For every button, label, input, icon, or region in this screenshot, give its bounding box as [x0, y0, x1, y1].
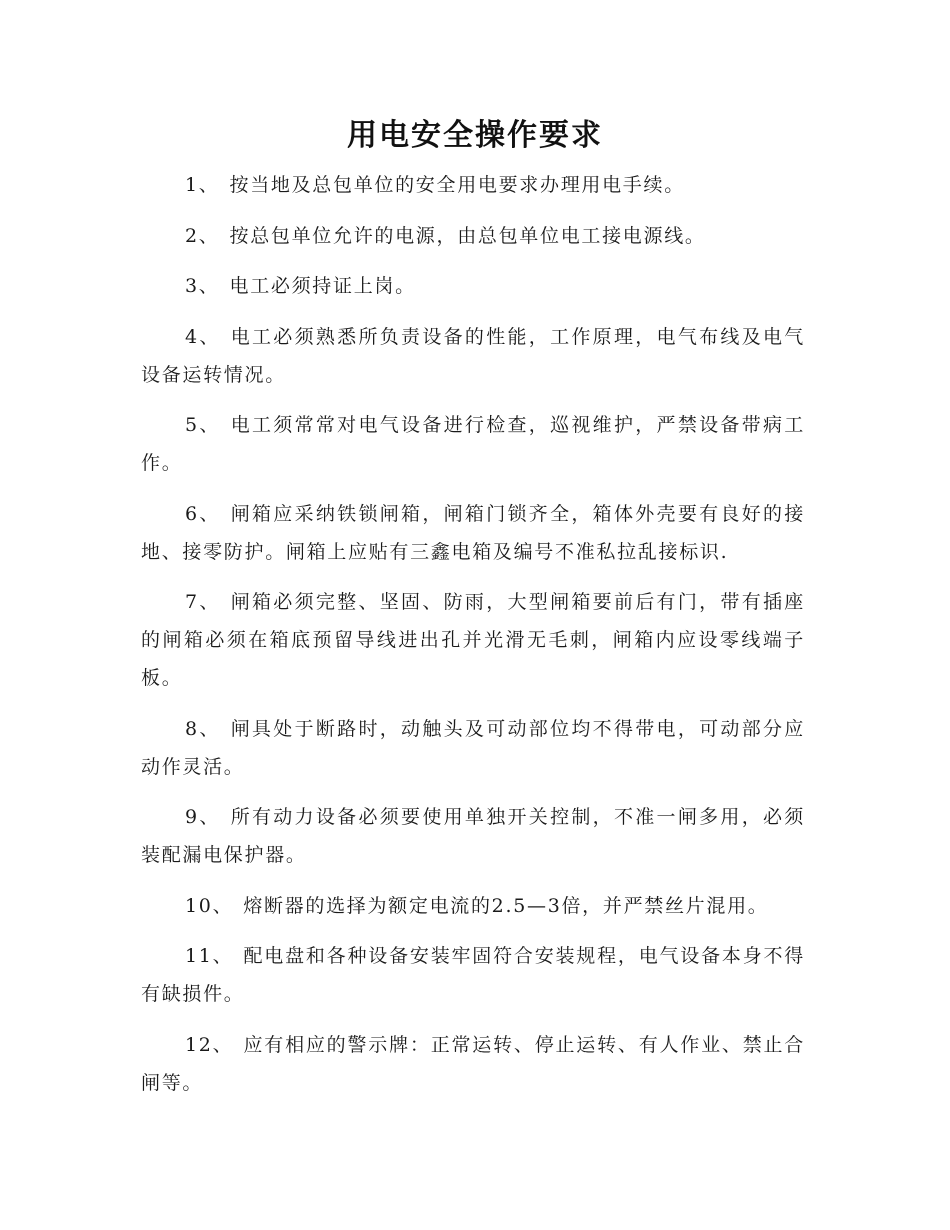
item-text: 所有动力设备必须要使用单独开关控制，不准一闸多用，必须装配漏电保护器。 [141, 806, 805, 866]
list-item [141, 887, 805, 925]
list-item [141, 1026, 805, 1102]
list-item [141, 318, 805, 394]
item-number: 7、 [185, 591, 221, 613]
list-item [141, 217, 805, 255]
item-number: 2、 [185, 224, 220, 247]
item-text: 闸箱应采纳铁锁闸箱，闸箱门锁齐全，箱体外壳要有良好的接地、接零防护。闸箱上应贴有三鑫电箱及编号不准私拉乱接标识. [141, 502, 805, 563]
item-text: 应有相应的警示牌：正常运转、停止运转、有人作业、禁止合闸等。 [141, 1033, 805, 1094]
list-item [141, 166, 805, 204]
item-text: 熔断器的选择为额定电流的2.5—3倍，并严禁丝片混用。 [243, 894, 769, 917]
item-number: 10、 [185, 894, 234, 917]
list-item [141, 495, 805, 571]
item-number: 1、 [185, 174, 220, 196]
list-item [141, 710, 805, 786]
item-number: 5、 [185, 414, 221, 436]
list-item [141, 937, 805, 1013]
item-text: 按总包单位允许的电源，由总包单位电工接电源线。 [229, 224, 706, 247]
list-item [141, 267, 805, 305]
item-text: 电工必须熟悉所负责设备的性能，工作原理，电气布线及电气设备运转情况。 [141, 325, 805, 386]
list-item [141, 798, 805, 874]
document-title: 用电安全操作要求 [347, 118, 603, 153]
item-number: 6、 [185, 502, 221, 525]
item-text: 闸箱必须完整、坚固、防雨，大型闸箱要前后有门，带有插座的闸箱必须在箱底预留导线进出孔并光滑无毛刺，闸箱内应设零线端子板。 [141, 591, 805, 689]
item-text: 按当地及总包单位的安全用电要求办理用电手续。 [229, 174, 685, 196]
item-number: 9、 [185, 806, 221, 828]
item-number: 3、 [185, 275, 220, 297]
item-number: 8、 [185, 717, 221, 740]
list-item [141, 406, 805, 482]
document-body [141, 166, 805, 1114]
item-text: 电工必须持证上岗。 [229, 275, 416, 297]
item-text: 闸具处于断路时，动触头及可动部位均不得带电，可动部分应动作灵活。 [141, 717, 805, 778]
item-text: 电工须常常对电气设备进行检查，巡视维护，严禁设备带病工作。 [141, 414, 805, 474]
list-item [141, 583, 805, 697]
item-number: 4、 [185, 325, 221, 348]
item-number: 12、 [185, 1033, 234, 1056]
item-number: 11、 [185, 945, 234, 967]
item-text: 配电盘和各种设备安装牢固符合安装规程，电气设备本身不得有缺损件。 [141, 945, 805, 1005]
